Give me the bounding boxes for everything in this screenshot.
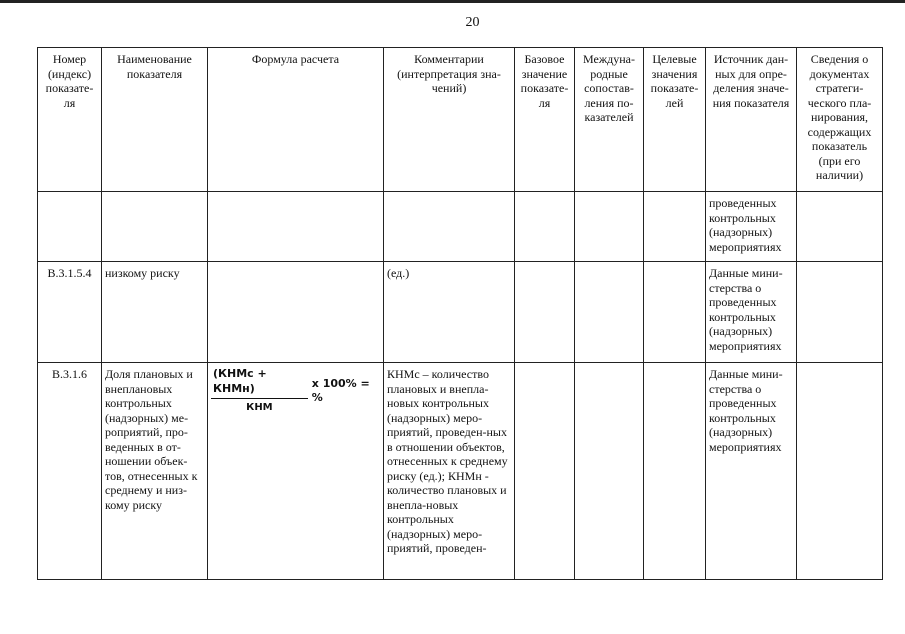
- table-row: [38, 192, 883, 262]
- cell-comment: [384, 192, 515, 262]
- cell-index: В.3.1.6: [38, 363, 102, 580]
- header-name: Наименование показателя: [102, 48, 208, 192]
- cell-base-value: [515, 192, 575, 262]
- cell-international: [575, 262, 644, 363]
- cell-comment: (ед.): [384, 262, 515, 363]
- cell-name: [102, 192, 208, 262]
- cell-formula: [208, 192, 384, 262]
- header-data-source: Источник дан-ных для опре-деления значе-ния показателя: [706, 48, 797, 192]
- header-strategic-docs: Сведения о документах стратеги-ческого пла-нирования, содержащих показатель (при его наличии): [797, 48, 883, 192]
- cell-formula: [208, 262, 384, 363]
- cell-international: [575, 363, 644, 580]
- header-base-value: Базовое значение показате-ля: [515, 48, 575, 192]
- formula-numerator: (КНМс + КНМн): [211, 367, 308, 399]
- formula-suffix: x 100% = %: [311, 376, 370, 405]
- cell-index: В.3.1.5.4: [38, 262, 102, 363]
- header-international: Междуна-родные сопостав-ления по-казателей: [575, 48, 644, 192]
- cell-name: Доля плановых и внеплановых контрольных (надзорных) ме-роприятий, про-веденных в от-ношении объек-тов, отнесенных к среднему и низ-кому риску: [102, 363, 208, 580]
- cell-source: Данные мини-стерства о проведенных контрольных (надзорных) мероприятиях: [706, 262, 797, 363]
- cell-source: проведенных контрольных (надзорных) мероприятиях: [706, 192, 797, 262]
- formula-denominator: КНМ: [246, 402, 273, 413]
- cell-strategic: [797, 363, 883, 580]
- cell-target: [644, 192, 706, 262]
- page-number: 20: [465, 15, 480, 30]
- cell-target: [644, 262, 706, 363]
- header-formula: Формула расчета: [208, 48, 384, 192]
- cell-base-value: [515, 363, 575, 580]
- cell-name: низкому риску: [102, 262, 208, 363]
- header-comments: Комментарии (интерпретация зна-чений): [384, 48, 515, 192]
- cell-strategic: [797, 262, 883, 363]
- top-scan-edge: [0, 0, 905, 3]
- cell-target: [644, 363, 706, 580]
- table-row: [38, 262, 883, 363]
- cell-index: [38, 192, 102, 262]
- formula-fraction: [211, 367, 308, 416]
- cell-base-value: [515, 262, 575, 363]
- cell-international: [575, 192, 644, 262]
- cell-source: Данные мини-стерства о проведенных контрольных (надзорных) мероприятиях: [706, 363, 797, 580]
- indicator-table: [37, 47, 883, 580]
- formula: [211, 367, 380, 416]
- cell-strategic: [797, 192, 883, 262]
- cell-comment: КНМс – количество плановых и внепла-новых контрольных (надзорных) меро-приятий, проведен-ных в отношении объектов, отнесенных к среднему риску (ед.); КНМн - количество плановых и внепла-новых контрольных (надзорных) меро-приятий, проведен-: [384, 363, 515, 580]
- header-index: Номер (индекс) показате-ля: [38, 48, 102, 192]
- header-target-values: Целевые значения показате-лей: [644, 48, 706, 192]
- header-row: [38, 48, 883, 192]
- cell-formula: [208, 363, 384, 580]
- table-row: [38, 363, 883, 580]
